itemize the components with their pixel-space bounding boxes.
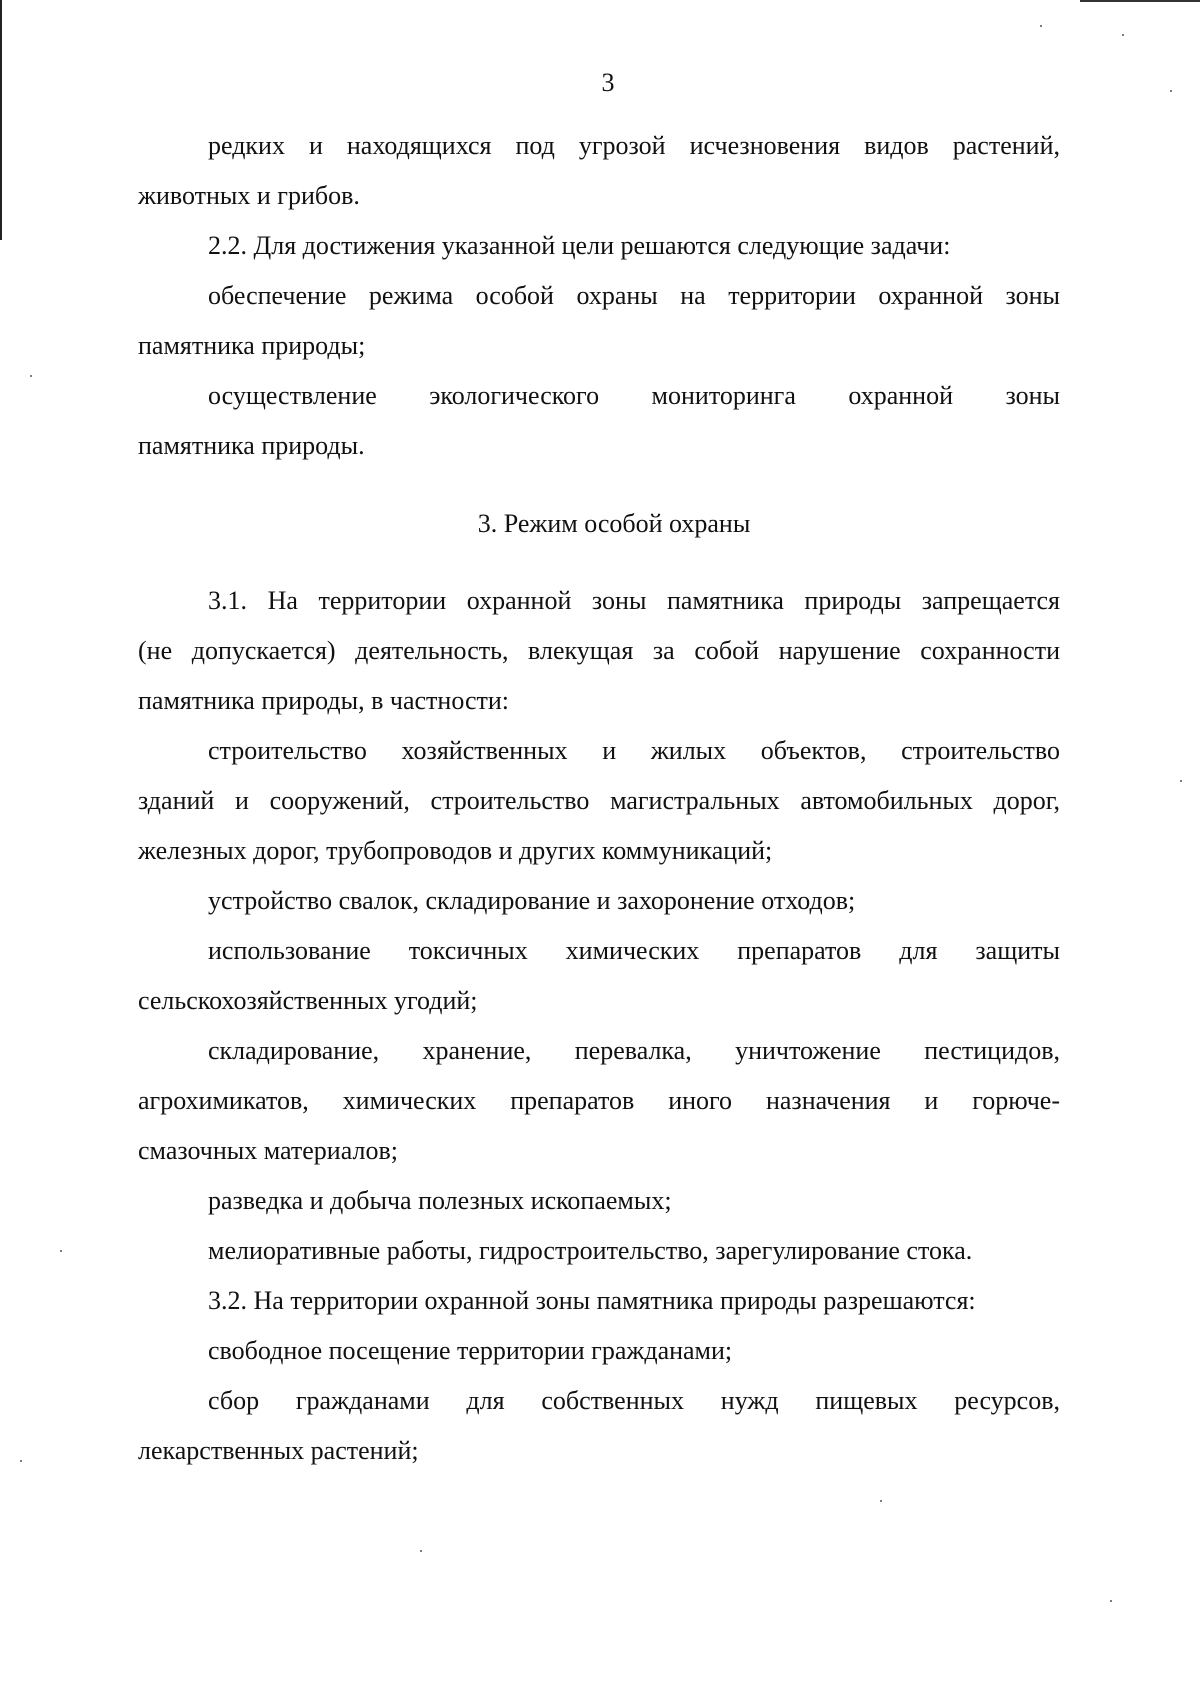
scan-speck	[880, 1500, 882, 1502]
paragraph-line: животных и грибов.	[138, 181, 360, 210]
scan-speck	[420, 1550, 422, 1552]
task-line: памятника природы;	[138, 331, 366, 360]
paragraph-line: памятника природы, в частности:	[138, 686, 510, 715]
task-line: памятника природы.	[138, 431, 365, 460]
list-item: складирование, хранение, перевалка, уничтожение пестицидов,	[208, 1036, 1060, 1065]
scan-speck	[1170, 90, 1172, 92]
list-item: разведка и добыча полезных ископаемых;	[208, 1186, 672, 1215]
list-item: зданий и сооружений, строительство магистральных автомобильных дорог,	[138, 786, 1060, 815]
list-item: использование токсичных химических препаратов для защиты	[208, 936, 1060, 965]
scan-speck	[1122, 34, 1124, 36]
scan-speck	[1110, 1600, 1112, 1602]
task-line: осуществление экологического мониторинга охранной зоны	[208, 381, 1060, 410]
list-item: устройство свалок, складирование и захоронение отходов;	[208, 886, 856, 915]
list-item: сбор гражданами для собственных нужд пищевых ресурсов,	[208, 1386, 1060, 1415]
paragraph-line: 3.2. На территории охранной зоны памятника природы разрешаются:	[208, 1286, 976, 1315]
scan-speck	[30, 375, 32, 377]
task-line: обеспечение режима особой охраны на территории охранной зоны	[208, 281, 1060, 310]
list-item: агрохимикатов, химических препаратов иного назначения и горюче-	[138, 1086, 1060, 1115]
list-item: сельскохозяйственных угодий;	[138, 986, 478, 1015]
list-item: лекарственных растений;	[138, 1436, 419, 1465]
paragraph-line: (не допускается) деятельность, влекущая за собой нарушение сохранности	[138, 636, 1060, 665]
page-number: 3	[601, 68, 615, 97]
item-2-2: 2.2. Для достижения указанной цели решаются следующие задачи:	[208, 231, 951, 260]
scan-speck	[60, 1250, 62, 1252]
list-item: смазочных материалов;	[138, 1136, 398, 1165]
list-item: мелиоративные работы, гидростроительство, зарегулирование стока.	[208, 1236, 973, 1265]
scan-speck	[20, 1460, 22, 1462]
list-item: свободное посещение территории гражданами;	[208, 1336, 733, 1365]
scan-edge-top	[1080, 0, 1200, 2]
scan-speck	[1180, 780, 1182, 782]
paragraph-line: редких и находящихся под угрозой исчезновения видов растений,	[208, 131, 1060, 160]
scan-edge-left	[0, 0, 2, 240]
list-item: строительство хозяйственных и жилых объектов, строительство	[208, 736, 1060, 765]
paragraph-line: 3.1. На территории охранной зоны памятника природы запрещается	[208, 586, 1060, 615]
scan-speck	[1040, 25, 1042, 27]
list-item: железных дорог, трубопроводов и других коммуникаций;	[138, 836, 773, 865]
section-heading: 3. Режим особой охраны	[477, 509, 751, 538]
